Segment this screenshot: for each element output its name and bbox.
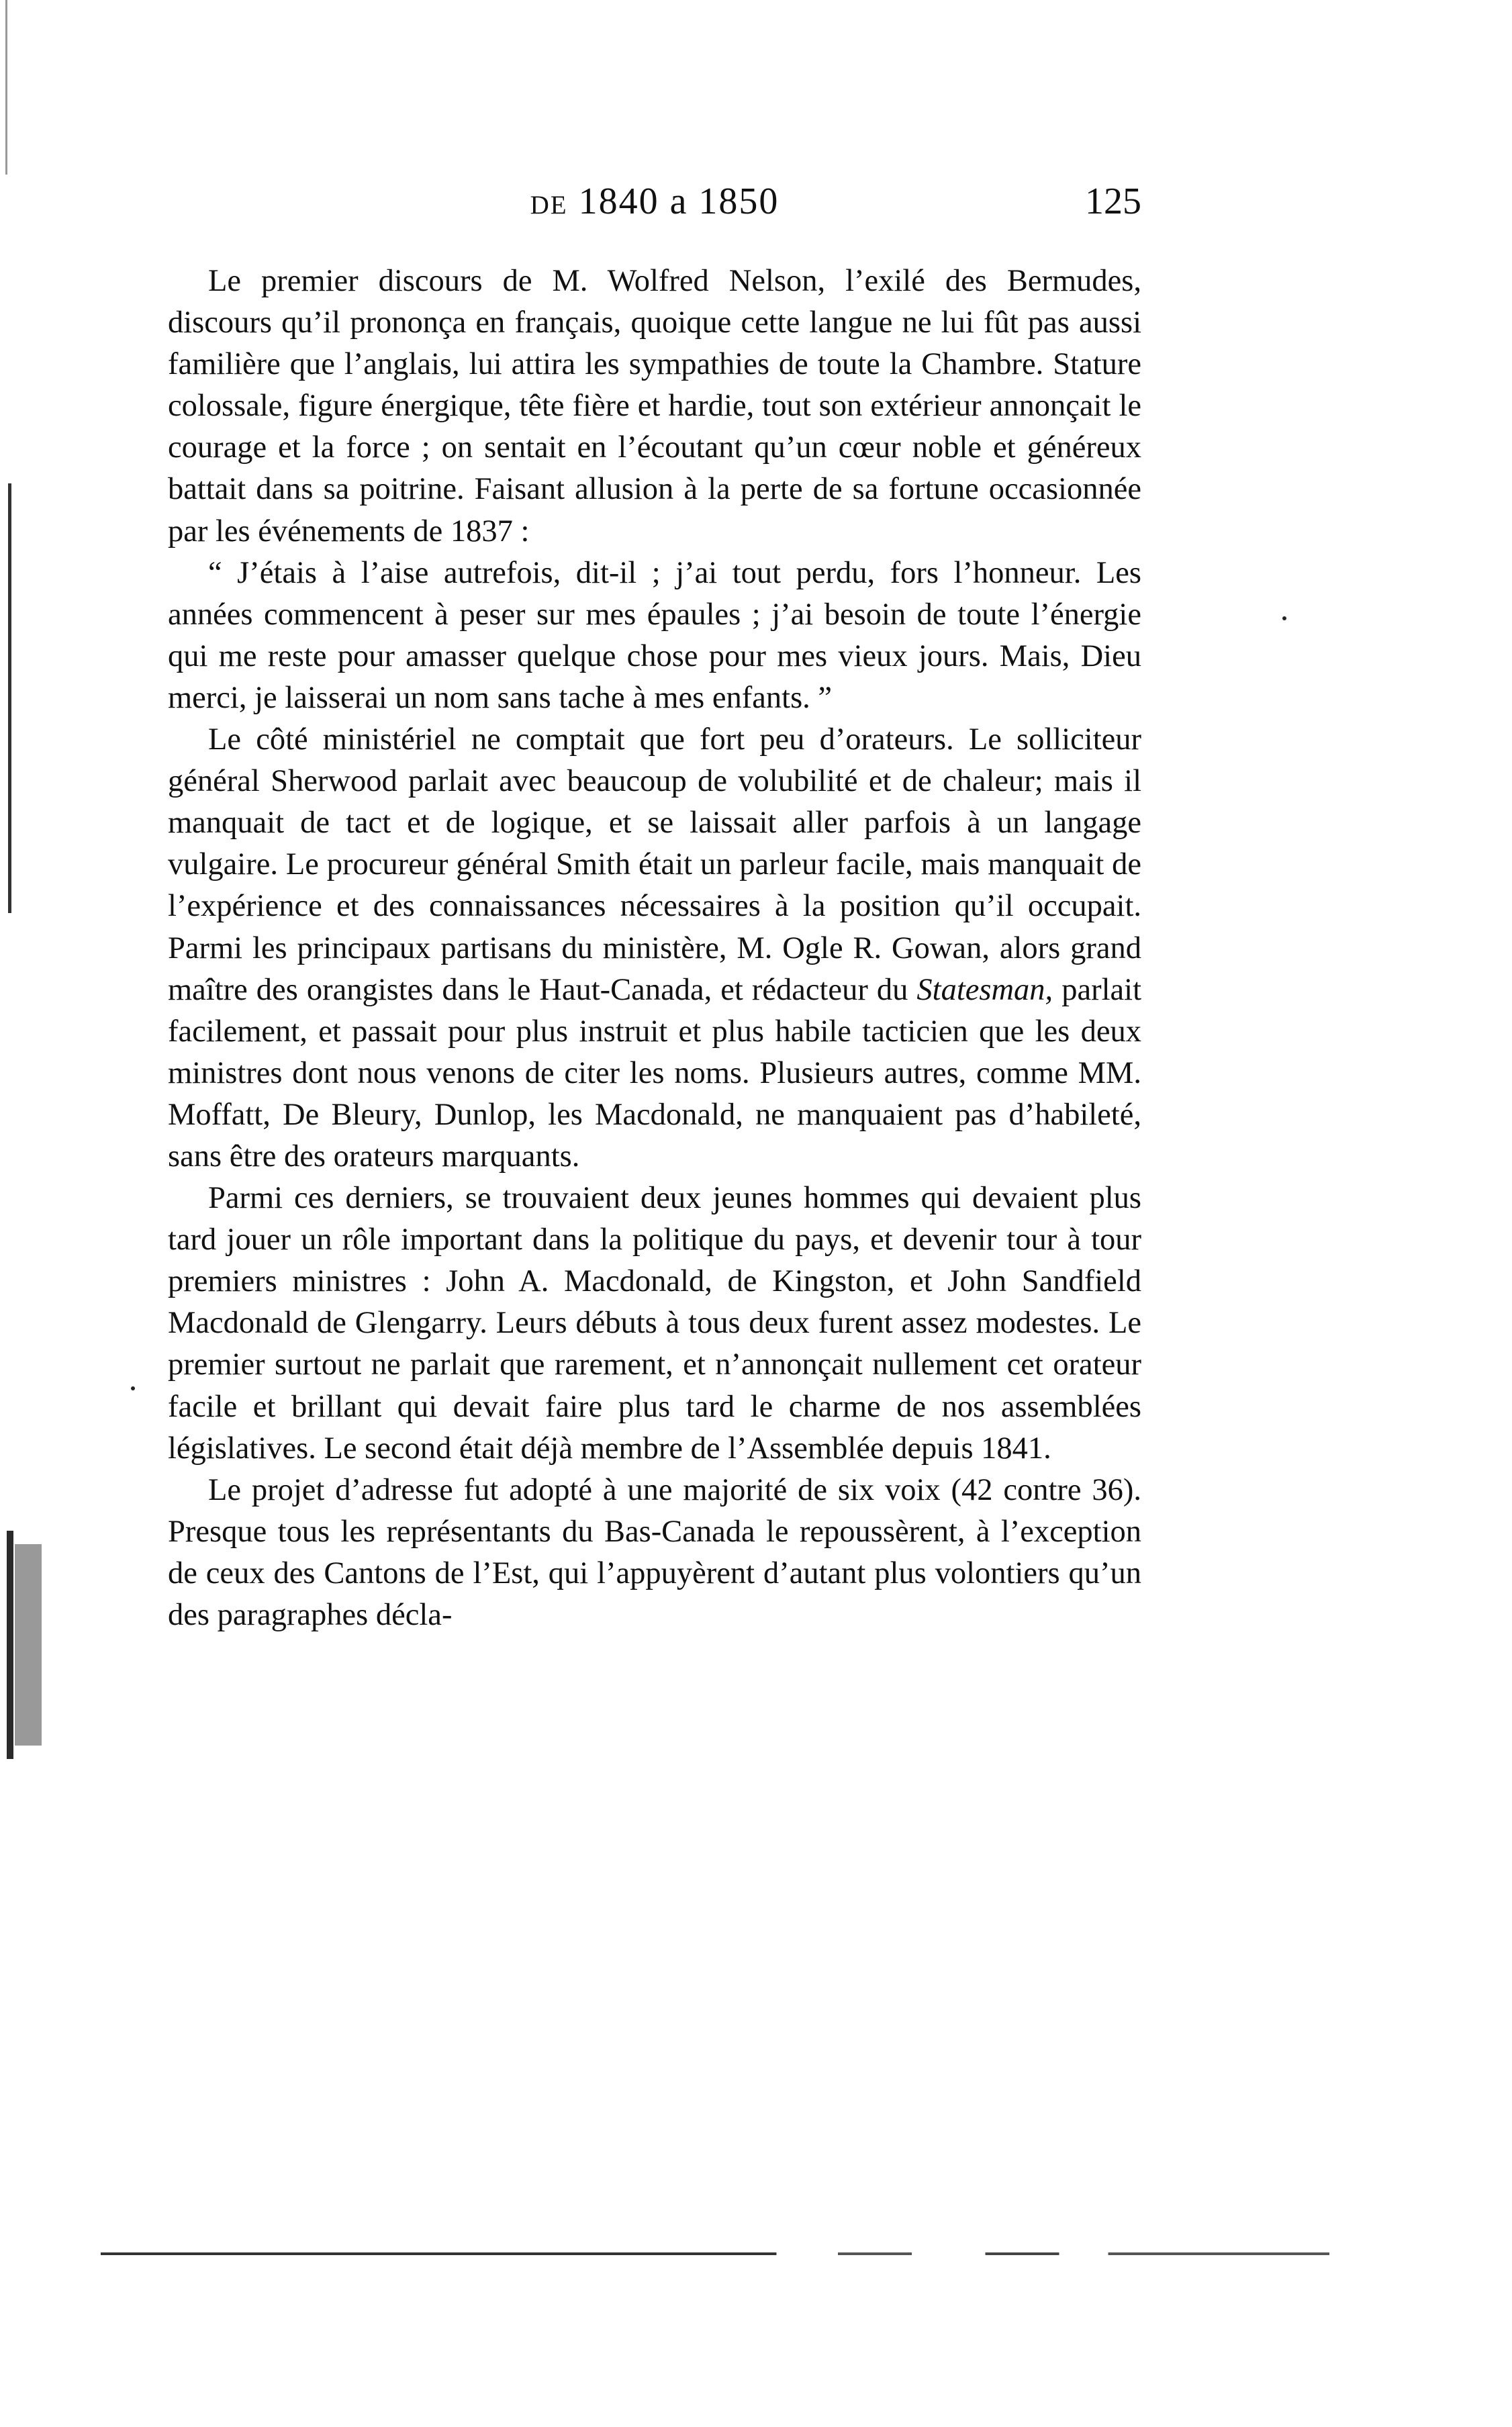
running-head-years: 1840 a 1850 bbox=[578, 181, 779, 222]
page-header bbox=[168, 180, 1141, 234]
statesman-title: Statesman, bbox=[916, 972, 1053, 1007]
running-head bbox=[168, 180, 1141, 223]
bottom-scan-rule bbox=[101, 2252, 1329, 2255]
body-text bbox=[168, 260, 1141, 1636]
scan-edge-mark bbox=[15, 1544, 42, 1746]
scan-dot bbox=[1282, 616, 1286, 620]
page-number: 125 bbox=[1085, 181, 1141, 222]
scan-edge-mark bbox=[8, 483, 11, 913]
paragraph-nelson-quote: “ J’étais à l’aise autrefois, dit-il ; j’ai tout perdu, fors l’honneur. Les années commencent à peser sur mes épaules ; j’ai besoin de toute l’énergie qui me reste pour amasser quelque chose pour mes vieux jours. Mais, Dieu merci, je laisserai un nom sans tache à mes enfants. ” bbox=[168, 555, 1141, 715]
running-head-prefix: de bbox=[530, 181, 568, 222]
paragraph-young-men: Parmi ces derniers, se trouvaient deux jeunes hommes qui devaient plus tard jouer un rôle important dans la politique du pays, et devenir tour à tour premiers ministres : John A. Macdonald, de Kingston, et John Sandfield Macdonald de Glengarry. Leurs débuts à tous deux furent assez modestes. Le premier surtout ne parlait que rarement, et n’annonçait nullement cet orateur facile et brillant qui devait faire plus tard le charme de nos assemblées législatives. Le second était déjà membre de l’Assemblée depuis 1841. bbox=[168, 1181, 1141, 1466]
paragraph-ministerial-side-part1: Le côté ministériel ne comptait que fort peu d’orateurs. Le solliciteur général Sherwood parlait avec beaucoup de volubilité et de chaleur; mais il manquait de tact et de logique, et se laissait aller parfois à un langage vulgaire. Le procureur général Smith était un parleur facile, mais manquait de l’expérience et des connaissances nécessaires à la position qu’il occupait. Parmi les principaux partisans du ministère, M. Ogle R. Gowan, alors grand maître des orangistes dans le Haut-Canada, et rédacteur du bbox=[168, 722, 1141, 1007]
scan-edge-mark bbox=[5, 0, 7, 175]
scan-edge-mark bbox=[7, 1531, 13, 1759]
scan-dot bbox=[131, 1386, 135, 1390]
paragraph-ministerial-side bbox=[168, 719, 1141, 1178]
paragraph-nelson-speech: Le premier discours de M. Wolfred Nelson, l’exilé des Bermudes, discours qu’il prononça en français, quoique cette langue ne lui fût pas aussi familière que l’anglais, lui attira les sympathies de toute la Chambre. Stature colossale, figure énergique, tête fière et hardie, tout son extérieur annonçait le courage et la force ; on sentait en l’écoutant qu’un cœur noble et généreux battait dans sa poitrine. Faisant allusion à la perte de sa fortune occasionnée par les événements de 1837 : bbox=[168, 264, 1141, 549]
paragraph-address-vote: Le projet d’adresse fut adopté à une majorité de six voix (42 contre 36). Presque tous les représentants du Bas-Canada le repoussèrent, à l’exception de ceux des Cantons de l’Est, qui l’appuyèrent d’autant plus volontiers qu’un des paragraphes décla- bbox=[168, 1472, 1141, 1632]
paragraph-ministerial-side-part2: parlait facilement, et passait pour plus instruit et plus habile tacticien que les deux ministres dont nous venons de citer les noms. Plusieurs autres, comme MM. Moffatt, De Bleury, Dunlop, les Macdonald, ne manquaient pas d’habileté, sans être des orateurs marquants. bbox=[168, 972, 1142, 1174]
